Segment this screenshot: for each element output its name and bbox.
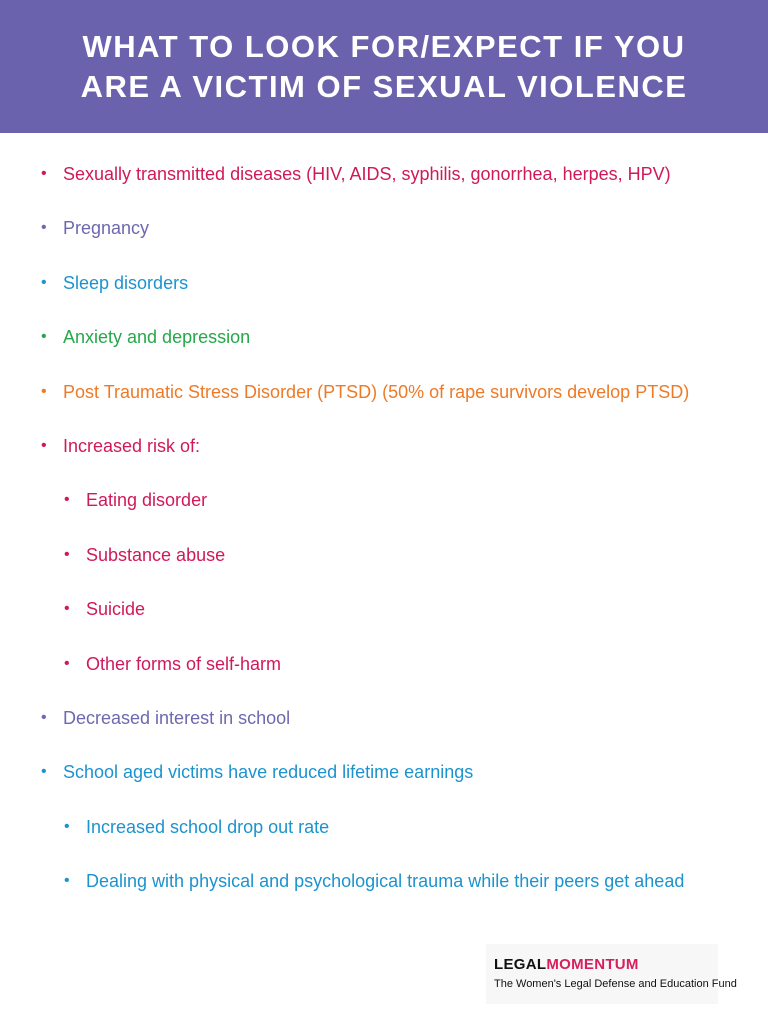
bullet-icon: • [41,328,47,345]
sub-list-item [64,653,282,675]
bullet-icon: • [64,600,70,617]
sub-list-item [64,816,330,838]
list-item-text: Other forms of self-harm [86,654,282,674]
bullet-icon: • [41,437,47,454]
list-item-text: Post Traumatic Stress Disorder (PTSD) (50% of rape survivors develop PTSD) [63,382,690,402]
logo-legal-text: LEGAL [494,956,547,973]
list-item [41,435,201,457]
bullet-icon: • [64,655,70,672]
legal-momentum-logo [486,944,737,1004]
list-item-text: Anxiety and depression [63,327,251,347]
bullet-icon: • [64,546,70,563]
list-item-text: Increased school drop out rate [86,817,330,837]
bullet-icon: • [41,274,47,291]
logo-momentum-text: MOMENTUM [546,956,639,973]
bullet-icon: • [41,219,47,236]
list-item [41,272,189,294]
list-item-text: Dealing with physical and psychological trauma while their peers get ahead [86,871,685,891]
page-title-line-2: ARE A VICTIM OF SEXUAL VIOLENCE [80,68,688,104]
list-item-text: Sexually transmitted diseases (HIV, AIDS, syphilis, gonorrhea, herpes, HPV) [63,164,671,184]
bullet-icon: • [41,165,47,182]
list-item [41,707,291,729]
list-item-text: Eating disorder [86,490,208,510]
list-item [41,217,150,239]
bullet-icon: • [41,763,47,780]
list-item-text: Suicide [86,599,146,619]
list-item [41,163,671,185]
bullet-icon: • [64,818,70,835]
list-item-text: Sleep disorders [63,273,189,293]
list-item-text: Substance abuse [86,545,226,565]
list-item [41,761,474,783]
bullet-icon: • [64,872,70,889]
list-item [41,326,251,348]
page-title-line-1: WHAT TO LOOK FOR/EXPECT IF YOU [82,28,686,64]
list-item-text: Decreased interest in school [63,708,291,728]
logo-wordmark [494,956,639,973]
bullet-icon: • [64,491,70,508]
sub-list-item [64,544,226,566]
list-item-text: Increased risk of: [63,436,201,456]
bullet-icon: • [41,383,47,400]
list-item-text: Pregnancy [63,218,150,238]
sub-list-item [64,870,685,892]
list-item [41,381,690,403]
sub-list-item [64,598,146,620]
list-item-text: School aged victims have reduced lifetime earnings [63,762,474,782]
sub-list-item [64,489,208,511]
bullet-icon: • [41,709,47,726]
logo-tagline: The Women's Legal Defense and Education Fund [494,978,737,990]
